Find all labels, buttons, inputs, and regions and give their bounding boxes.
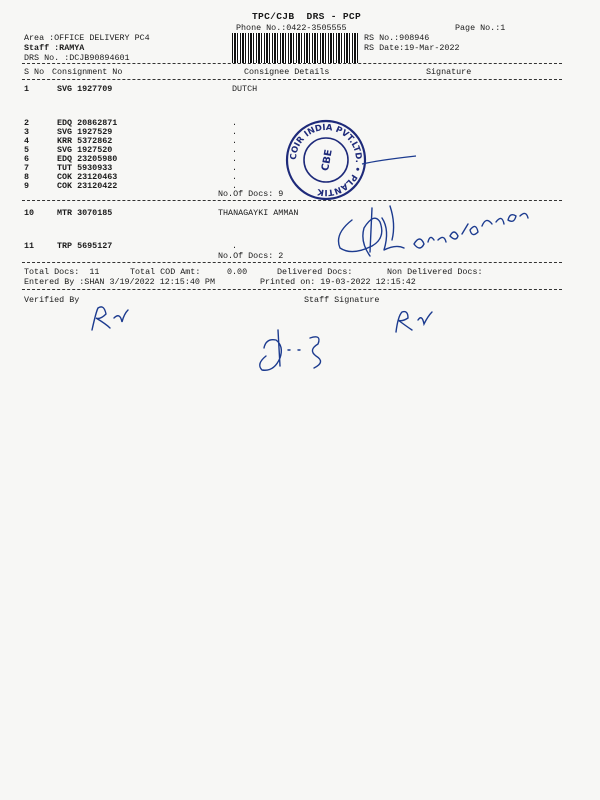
row-details: . xyxy=(232,163,238,173)
row-details: . xyxy=(232,181,238,191)
phone-number: Phone No.:0422-3505555 xyxy=(236,23,347,33)
row-details: . xyxy=(232,172,238,182)
row-details: . xyxy=(232,154,238,164)
non-delivered-docs: Non Delivered Docs: xyxy=(387,267,483,277)
row-details: . xyxy=(232,118,238,128)
entered-by: Entered By :SHAN 3/19/2022 12:15:40 PM xyxy=(24,277,215,287)
row-details: . xyxy=(232,241,238,251)
verified-initials xyxy=(86,300,136,336)
group-doc-count: No.Of Docs: 2 xyxy=(218,251,284,261)
total-docs: Total Docs: 11 xyxy=(24,267,100,277)
stamp-center-text: CBE xyxy=(320,148,335,172)
verified-by-label: Verified By xyxy=(24,295,80,305)
row-consignment: SVG 1927520 xyxy=(57,145,113,155)
staff-initials xyxy=(390,304,440,338)
row-sno: 7 xyxy=(24,163,30,173)
row-consignment: MTR 3070185 xyxy=(57,208,113,218)
row-sno: 8 xyxy=(24,172,30,182)
row-consignment: EDQ 20862871 xyxy=(57,118,118,128)
document-title: TPC/CJB DRS - PCP xyxy=(252,11,362,22)
col-signature: Signature xyxy=(426,67,472,77)
staff-signature-label: Staff Signature xyxy=(304,295,380,305)
row-details: . xyxy=(232,127,238,137)
printed-on: Printed on: 19-03-2022 12:15:42 xyxy=(260,277,416,287)
row-consignment: COK 23120463 xyxy=(57,172,118,182)
rs-date: RS Date:19-Mar-2022 xyxy=(364,43,460,53)
row-sno: 1 xyxy=(24,84,30,94)
row-sno: 2 xyxy=(24,118,30,128)
row-sno: 3 xyxy=(24,127,30,137)
col-sno: S No xyxy=(24,67,45,77)
row-consignment: COK 23120422 xyxy=(57,181,118,191)
row-details: THANAGAYKI AMMAN xyxy=(218,208,299,218)
group-doc-count: No.Of Docs: 9 xyxy=(218,189,284,199)
row-consignment: TUT 5930933 xyxy=(57,163,113,173)
row-consignment: EDQ 23205980 xyxy=(57,154,118,164)
row-sno: 6 xyxy=(24,154,30,164)
area-label: Area :OFFICE DELIVERY PC4 xyxy=(24,33,150,43)
stamp-stroke xyxy=(360,150,420,170)
row-details: . xyxy=(232,136,238,146)
col-consignee: Consignee Details xyxy=(244,67,330,77)
row-consignment: TRP 5695127 xyxy=(57,241,113,251)
row-details: . xyxy=(232,145,238,155)
total-cod-value: 0.00 xyxy=(227,267,248,277)
total-cod-label: Total COD Amt: xyxy=(130,267,201,277)
staff-label: Staff :RAMYA xyxy=(24,43,85,53)
col-consignment: Consignment No xyxy=(52,67,123,77)
company-stamp xyxy=(284,118,368,202)
row-consignment: KRR 5372862 xyxy=(57,136,113,146)
barcode xyxy=(232,33,358,63)
page-number: Page No.:1 xyxy=(455,23,506,33)
row-consignment: SVG 1927529 xyxy=(57,127,113,137)
divider xyxy=(22,63,562,64)
row-sno: 9 xyxy=(24,181,30,191)
stamp-ring-text: COIR INDIA PVT.LTD. • PLANTIK xyxy=(288,122,364,198)
staff-signature xyxy=(252,320,342,374)
row-sno: 11 xyxy=(24,241,35,251)
divider xyxy=(22,79,562,80)
row-sno: 10 xyxy=(24,208,35,218)
row-sno: 5 xyxy=(24,145,30,155)
drs-number: DRS No. :DCJB90894601 xyxy=(24,53,130,63)
consignee-signature xyxy=(330,200,540,275)
row-sno: 4 xyxy=(24,136,30,146)
row-details: DUTCH xyxy=(232,84,258,94)
divider xyxy=(22,289,562,290)
row-consignment: SVG 1927709 xyxy=(57,84,113,94)
delivered-docs: Delivered Docs: xyxy=(277,267,353,277)
rs-number: RS No.:908946 xyxy=(364,33,430,43)
